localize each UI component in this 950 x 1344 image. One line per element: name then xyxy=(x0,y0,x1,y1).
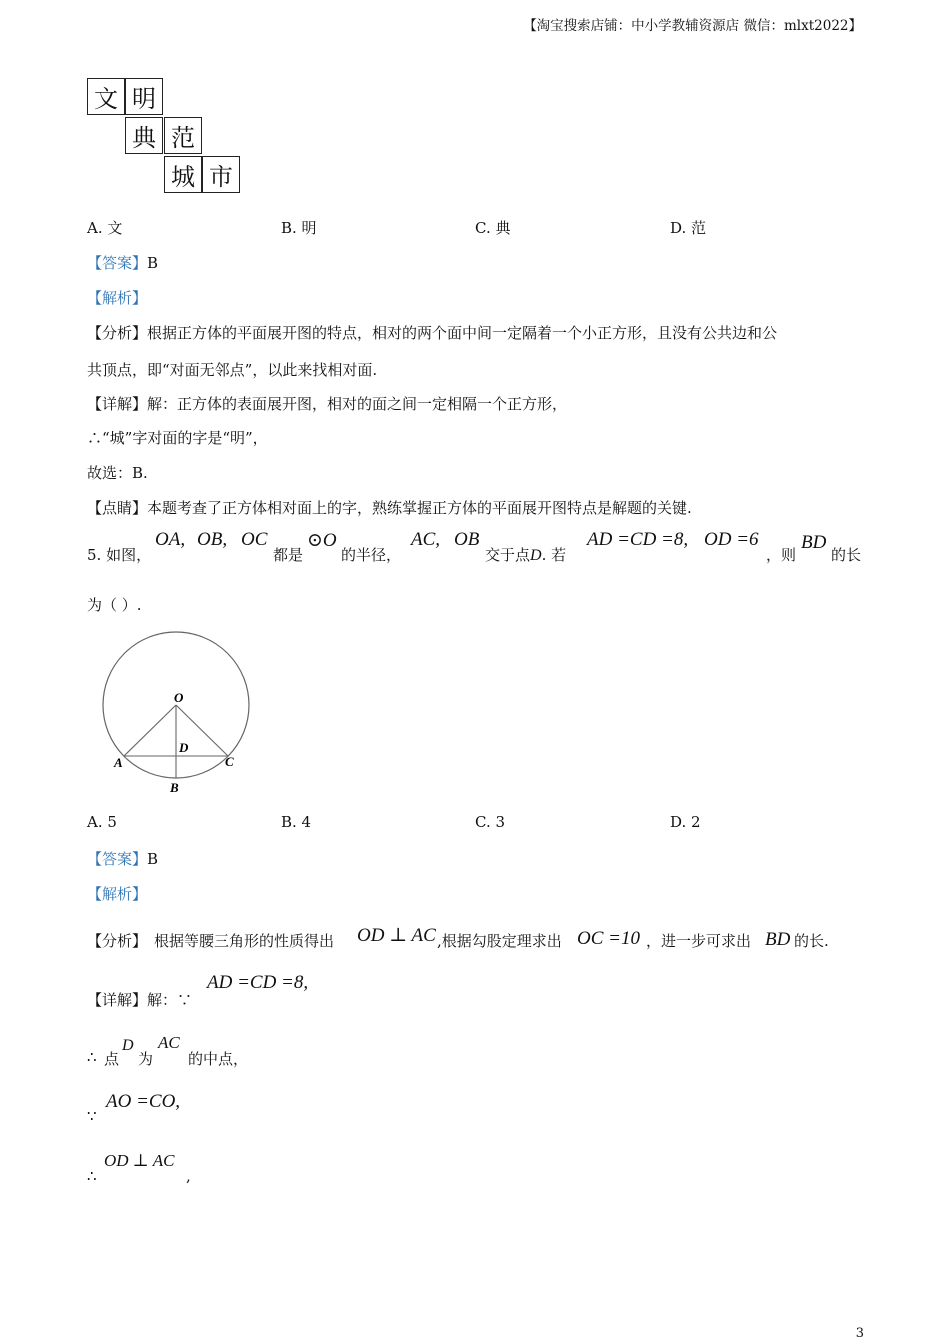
analysis-tag: 【解析】 xyxy=(87,885,148,903)
answer-line xyxy=(87,252,158,273)
math-bd: BD xyxy=(765,929,791,950)
xiangjie-label: 【详解】 xyxy=(87,395,148,413)
xiangjie-start: 【详解】解：∵ xyxy=(87,991,193,1009)
net-cell: 典 xyxy=(125,117,163,154)
math-ac: AC, xyxy=(411,529,441,550)
label-d: D xyxy=(179,740,189,755)
q5-prefix: 5. 如图， xyxy=(87,546,152,564)
fenxi-text-4: 的长. xyxy=(794,932,829,950)
answer-value: B xyxy=(147,850,159,868)
xiangjie-text: 解：正方体的表面展开图，相对的面之间一定相隔一个正方形， xyxy=(147,395,568,413)
option-a: A. 文 xyxy=(87,219,123,237)
fenxi-label: 【分析】 xyxy=(87,324,148,342)
net-cell: 城 xyxy=(164,156,202,193)
math-oa: OA, xyxy=(155,529,186,550)
fenxi-text: 根据正方体的平面展开图的特点，相对的两个面中间一定隔着一个小正方形，且没有公共边和公 xyxy=(147,324,778,342)
therefore-line: ∴“城”字对面的字是“明”， xyxy=(87,429,268,447)
option-a: A. 5 xyxy=(87,813,117,831)
math-oc: OC xyxy=(241,529,268,550)
comma: , xyxy=(186,1167,191,1185)
option-d: D. 范 xyxy=(670,219,707,237)
math-od-perp-ac: OD ⊥ AC xyxy=(357,925,436,946)
text-jiao: 交于点D. 若 xyxy=(485,546,567,564)
math-od-perp-ac-2: OD ⊥ AC xyxy=(104,1151,175,1170)
fenxi-line-2: 共顶点，即“对面无邻点”，以此来找相对面. xyxy=(87,361,378,379)
answer-value: B xyxy=(147,254,159,272)
text-ze: ，则 xyxy=(766,546,797,564)
option-c: C. 3 xyxy=(475,813,506,831)
fenxi-line-1 xyxy=(87,322,777,343)
because-symbol-2: ∵ xyxy=(87,1107,97,1125)
dianjing-label: 【点睛】 xyxy=(87,499,148,517)
label-o: O xyxy=(174,690,184,705)
fenxi-text-1: 根据等腰三角形的性质得出 xyxy=(154,932,335,950)
net-cell: 范 xyxy=(164,117,202,154)
option-b: B. 明 xyxy=(281,219,317,237)
text-wei: 为 xyxy=(138,1050,154,1068)
net-cell: 市 xyxy=(202,156,240,193)
math-ao-co: AO =CO, xyxy=(106,1091,181,1112)
math-oc-10: OC =10 xyxy=(577,928,640,949)
because-symbol: ∵ xyxy=(177,991,193,1009)
answer-tag: 【答案】 xyxy=(87,254,148,272)
header-banner: 【淘宝搜索店铺：中小学教辅资源店 微信：mlxt2022】 xyxy=(523,18,862,34)
label-b: B xyxy=(170,780,179,795)
choose-line: 故选：B. xyxy=(87,464,148,482)
dianjing-text: 本题考查了正方体相对面上的字，熟练掌握正方体的平面展开图特点是解题的关键. xyxy=(147,499,692,517)
math-ac: AC xyxy=(158,1033,180,1052)
net-cell: 明 xyxy=(125,78,163,115)
math-ad-cd-8: AD =CD =8, xyxy=(207,972,309,993)
math-ob: OB, xyxy=(197,529,228,550)
circle-figure xyxy=(95,625,260,800)
cube-net-figure xyxy=(87,78,247,198)
text-dechang: 的长 xyxy=(831,546,862,564)
math-circle-o: ⊙O xyxy=(307,530,337,551)
page-number: 3 xyxy=(855,1326,864,1341)
answer-tag: 【答案】 xyxy=(87,850,148,868)
q5-stem-line2: 为（ ）. xyxy=(87,596,142,614)
math-ob2: OB xyxy=(454,529,480,550)
label-c: C xyxy=(225,754,234,769)
therefore-symbol: ∴ xyxy=(87,1048,97,1066)
option-c: C. 典 xyxy=(475,219,511,237)
option-d: D. 2 xyxy=(670,813,701,831)
fenxi-label: 【分析】 xyxy=(87,932,148,950)
answer-line xyxy=(87,848,158,869)
math-eq2: OD =6 xyxy=(704,529,759,550)
text-dushi: 都是 xyxy=(273,546,304,564)
math-bd: BD xyxy=(801,532,827,553)
option-b: B. 4 xyxy=(281,813,312,831)
fenxi-text-3: ，进一步可求出 xyxy=(646,932,752,950)
math-eq1: AD =CD =8, xyxy=(587,529,689,550)
therefore-symbol-2: ∴ xyxy=(87,1167,97,1185)
text-dian: 点 xyxy=(104,1050,120,1068)
text-midpoint: 的中点， xyxy=(188,1050,249,1068)
math-d: D xyxy=(122,1037,134,1054)
xiangjie-line xyxy=(87,393,567,414)
dianjing-line xyxy=(87,497,692,518)
label-a: A xyxy=(114,755,123,770)
fenxi-text-2: ,根据勾股定理求出 xyxy=(437,932,562,950)
text-banjing: 的半径， xyxy=(341,546,402,564)
segment-oa xyxy=(124,705,176,756)
analysis-tag: 【解析】 xyxy=(87,289,148,307)
net-cell: 文 xyxy=(87,78,125,115)
